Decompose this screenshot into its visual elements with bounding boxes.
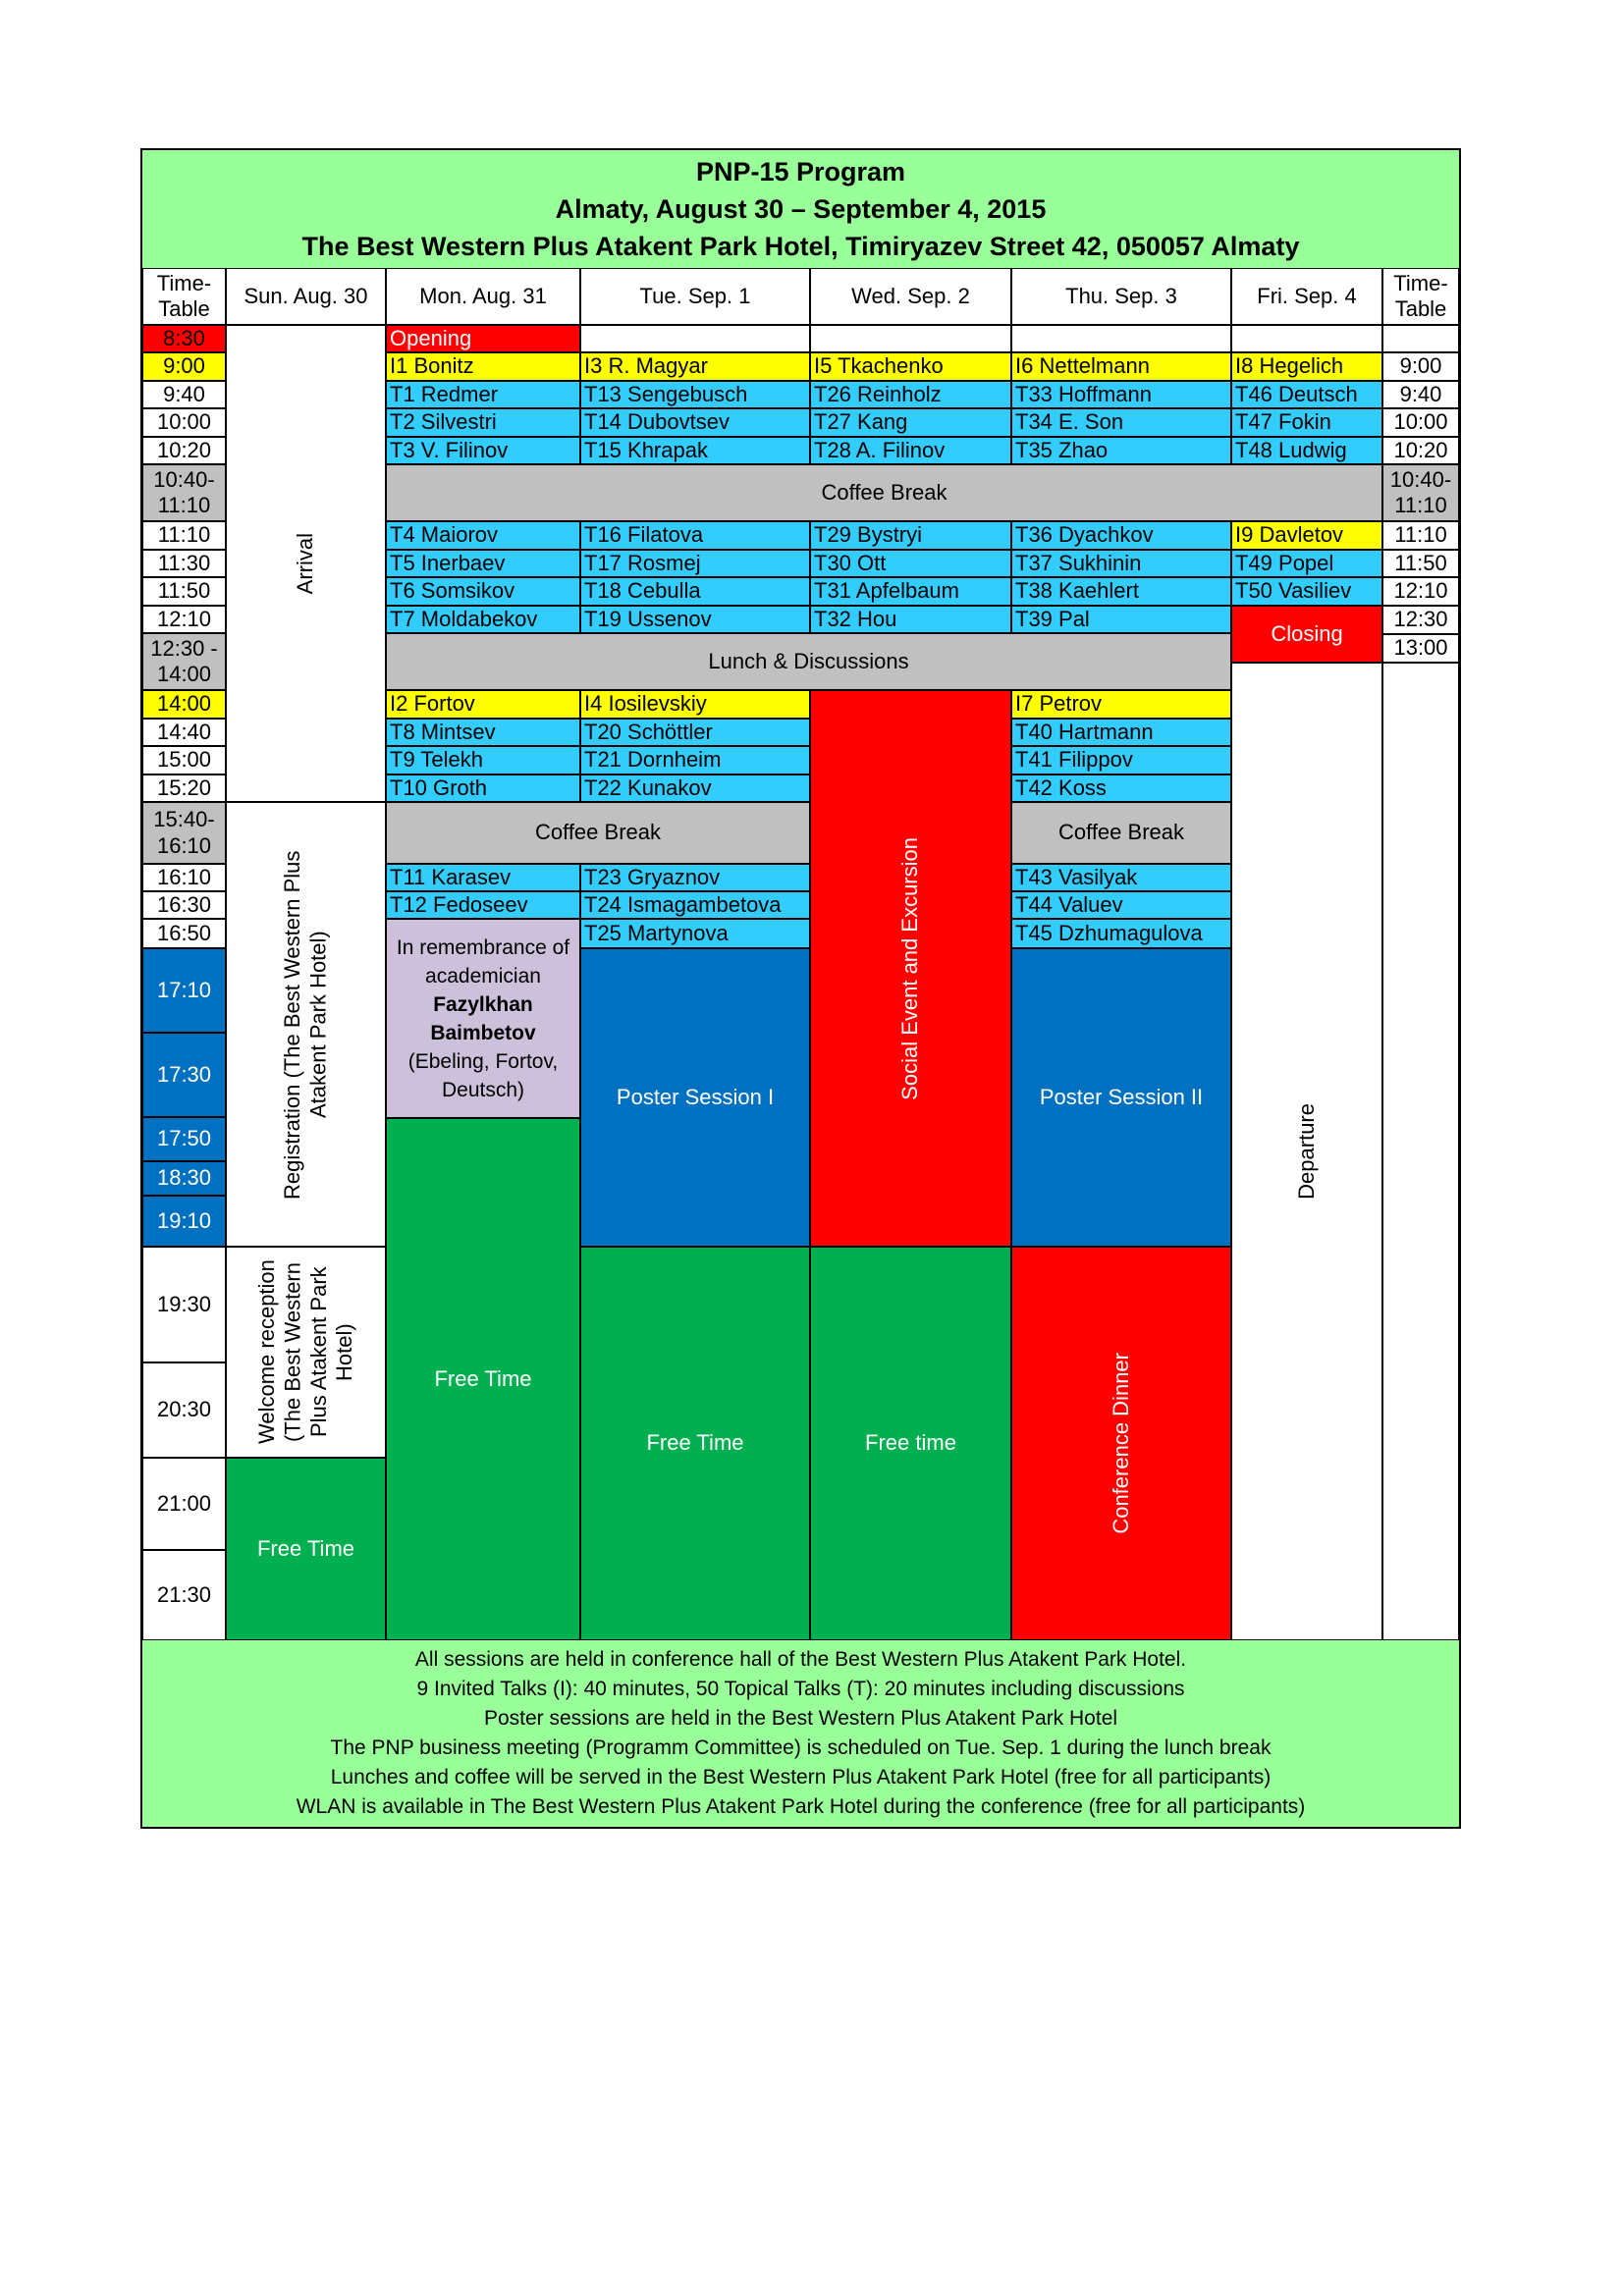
empty-slot (1011, 325, 1231, 352)
empty-slot (1382, 663, 1459, 1640)
talk-slot: I4 Iosilevskiy (580, 690, 810, 719)
program-dates: Almaty, August 30 – September 4, 2015 (555, 194, 1047, 224)
talk-slot: T7 Moldabekov (386, 606, 580, 633)
wednesday-free-time: Free time (810, 1247, 1011, 1640)
remembrance-intro: In remembrance of academician (396, 935, 570, 988)
talk-slot: T23 Gryaznov (580, 864, 810, 891)
thursday-poster-session: Poster Session II (1011, 948, 1231, 1247)
coffee-break-morning: Coffee Break (386, 464, 1382, 521)
time-slot-right: 12:30 (1382, 606, 1459, 634)
social-event-label: Social Event and Excursion (897, 836, 923, 1100)
time-slot: 17:50 (142, 1117, 226, 1161)
time-slot: 21:30 (142, 1550, 226, 1640)
coffee-break-thursday: Coffee Break (1011, 802, 1231, 864)
talk-slot: T14 Dubovtsev (580, 408, 810, 437)
talk-slot: I3 R. Magyar (580, 352, 810, 381)
friday-departure (1231, 663, 1382, 1640)
time-slot: 9:40 (142, 381, 226, 408)
col-header-fri: Fri. Sep. 4 (1231, 268, 1382, 325)
program-title: PNP-15 Program (695, 157, 906, 187)
talk-slot: T17 Rosmej (580, 550, 810, 577)
friday-closing: Closing (1231, 606, 1382, 663)
talk-slot: T12 Fedoseev (386, 891, 580, 919)
col-header-time-right: Time-Table (1382, 268, 1459, 325)
sunday-registration (226, 802, 386, 1247)
time-slot: 10:40-11:10 (142, 464, 226, 521)
talk-slot: I9 Davletov (1231, 521, 1382, 550)
talk-slot: T10 Groth (386, 774, 580, 802)
talk-slot: T1 Redmer (386, 381, 580, 408)
talk-slot: T13 Sengebusch (580, 381, 810, 408)
empty-slot (580, 325, 810, 352)
talk-slot: I2 Fortov (386, 690, 580, 719)
time-slot: 15:20 (142, 774, 226, 802)
conference-dinner-label: Conference Dinner (1108, 1353, 1133, 1534)
time-slot: 9:00 (142, 352, 226, 381)
departure-label: Departure (1293, 1103, 1319, 1200)
coffee-break-afternoon: Coffee Break (386, 802, 810, 864)
talk-slot: T50 Vasiliev (1231, 577, 1382, 606)
talk-slot: T38 Kaehlert (1011, 577, 1231, 606)
time-slot: 12:30 - 14:00 (142, 633, 226, 690)
talk-slot: T11 Karasev (386, 864, 580, 891)
time-slot: 19:10 (142, 1196, 226, 1247)
talk-slot: T5 Inerbaev (386, 550, 580, 577)
talk-slot: T41 Filippov (1011, 746, 1231, 774)
time-slot: 21:00 (142, 1458, 226, 1550)
note-line: The PNP business meeting (Programm Committee) is scheduled on Tue. Sep. 1 during the lunch break (330, 1736, 1272, 1759)
talk-slot: T39 Pal (1011, 606, 1231, 633)
talk-slot: T6 Somsikov (386, 577, 580, 606)
time-slot: 15:00 (142, 746, 226, 774)
note-line: All sessions are held in conference hall of the Best Western Plus Atakent Park Hotel. (414, 1648, 1187, 1671)
time-slot: 18:30 (142, 1161, 226, 1196)
time-slot: 11:10 (142, 521, 226, 550)
col-header-tue: Tue. Sep. 1 (580, 268, 810, 325)
time-slot: 11:30 (142, 550, 226, 577)
note-line: 9 Invited Talks (I): 40 minutes, 50 Topical Talks (T): 20 minutes including discussions (416, 1678, 1185, 1700)
talk-slot: I7 Petrov (1011, 690, 1231, 719)
col-header-sun: Sun. Aug. 30 (226, 268, 386, 325)
time-slot: 15:40-16:10 (142, 802, 226, 864)
sunday-welcome-reception (226, 1247, 386, 1458)
talk-slot: T43 Vasilyak (1011, 864, 1231, 891)
time-slot-right: 13:00 (1382, 634, 1459, 663)
time-slot: 12:10 (142, 606, 226, 633)
sunday-arrival (226, 325, 386, 802)
talk-slot: T37 Sukhinin (1011, 550, 1231, 577)
talk-slot: T33 Hoffmann (1011, 381, 1231, 408)
talk-slot: T40 Hartmann (1011, 719, 1231, 746)
program-notes (142, 1640, 1459, 1827)
time-slot: 10:00 (142, 408, 226, 437)
talk-slot: T49 Popel (1231, 550, 1382, 577)
talk-slot: T36 Dyachkov (1011, 521, 1231, 550)
talk-slot: T31 Apfelbaum (810, 577, 1011, 606)
sunday-registration-label: Registration (The Best Western Plus Atakent Park Hotel) (280, 849, 331, 1200)
talk-slot: T42 Koss (1011, 774, 1231, 802)
col-header-mon: Mon. Aug. 31 (386, 268, 580, 325)
talk-slot: T26 Reinholz (810, 381, 1011, 408)
talk-slot: T22 Kunakov (580, 774, 810, 802)
time-slot: 17:10 (142, 948, 226, 1033)
talk-slot: T47 Fokin (1231, 408, 1382, 437)
talk-slot: I1 Bonitz (386, 352, 580, 381)
time-slot: 19:30 (142, 1247, 226, 1362)
time-slot: 16:30 (142, 891, 226, 919)
note-line: WLAN is available in The Best Western Plus Atakent Park Hotel during the conference (free for all participants) (296, 1795, 1306, 1818)
lunch-break: Lunch & Discussions (386, 633, 1231, 690)
monday-free-time: Free Time (386, 1118, 580, 1640)
empty-slot (810, 325, 1011, 352)
time-slot-right: 10:40-11:10 (1382, 464, 1459, 521)
time-slot: 8:30 (142, 325, 226, 352)
time-slot: 16:50 (142, 919, 226, 948)
col-header-wed: Wed. Sep. 2 (810, 268, 1011, 325)
talk-slot: T3 V. Filinov (386, 437, 580, 464)
talk-slot: T32 Hou (810, 606, 1011, 633)
talk-slot: T21 Dornheim (580, 746, 810, 774)
empty-slot (1382, 325, 1459, 352)
talk-slot: I5 Tkachenko (810, 352, 1011, 381)
tuesday-poster-session: Poster Session I (580, 948, 810, 1247)
time-slot-right: 9:00 (1382, 352, 1459, 381)
talk-slot: I6 Nettelmann (1011, 352, 1231, 381)
talk-slot: I8 Hegelich (1231, 352, 1382, 381)
talk-slot: T24 Ismagambetova (580, 891, 810, 919)
talk-slot: T35 Zhao (1011, 437, 1231, 464)
time-slot: 11:50 (142, 577, 226, 606)
talk-slot: T8 Mintsev (386, 719, 580, 746)
talk-slot: T27 Kang (810, 408, 1011, 437)
talk-slot: T20 Schöttler (580, 719, 810, 746)
time-slot-right: 10:20 (1382, 437, 1459, 464)
talk-slot: T18 Cebulla (580, 577, 810, 606)
time-slot: 17:30 (142, 1033, 226, 1117)
wednesday-social-event (810, 690, 1011, 1247)
time-slot: 10:20 (142, 437, 226, 464)
note-line: Lunches and coffee will be served in the Best Western Plus Atakent Park Hotel (free for all participants) (330, 1766, 1272, 1789)
time-slot: 16:10 (142, 864, 226, 891)
thursday-conference-dinner (1011, 1247, 1231, 1640)
talk-slot: T4 Maiorov (386, 521, 580, 550)
time-slot-right: 9:40 (1382, 381, 1459, 408)
talk-slot: T15 Khrapak (580, 437, 810, 464)
col-header-thu: Thu. Sep. 3 (1011, 268, 1231, 325)
remembrance-speakers: (Ebeling, Fortov, Deutsch) (407, 1049, 559, 1101)
talk-slot: T46 Deutsch (1231, 381, 1382, 408)
talk-slot: T44 Valuev (1011, 891, 1231, 919)
talk-slot: T34 E. Son (1011, 408, 1231, 437)
talk-slot: T28 A. Filinov (810, 437, 1011, 464)
tuesday-free-time: Free Time (580, 1247, 810, 1640)
note-line: Poster sessions are held in the Best Western Plus Atakent Park Hotel (483, 1707, 1118, 1730)
talk-slot: T48 Ludwig (1231, 437, 1382, 464)
sunday-free-time: Free Time (226, 1458, 386, 1640)
talk-slot: T30 Ott (810, 550, 1011, 577)
sunday-arrival-label: Arrival (293, 532, 318, 595)
monday-remembrance (386, 919, 580, 1118)
program-header (142, 150, 1459, 268)
monday-opening: Opening (386, 325, 580, 352)
time-slot: 14:00 (142, 690, 226, 719)
talk-slot: T25 Martynova (580, 919, 810, 948)
talk-slot: T9 Telekh (386, 746, 580, 774)
time-slot: 14:40 (142, 719, 226, 746)
talk-slot: T2 Silvestri (386, 408, 580, 437)
talk-slot: T19 Ussenov (580, 606, 810, 633)
time-slot-right: 11:50 (1382, 550, 1459, 577)
time-slot: 20:30 (142, 1362, 226, 1458)
remembrance-name: Fazylkhan Baimbetov (430, 992, 536, 1044)
sunday-welcome-label: Welcome reception (The Best Western Plus Atakent Park Hotel) (253, 1259, 356, 1445)
talk-slot: T45 Dzhumagulova (1011, 919, 1231, 948)
talk-slot: T16 Filatova (580, 521, 810, 550)
program-venue: The Best Western Plus Atakent Park Hotel, Timiryazev Street 42, 050057 Almaty (301, 232, 1300, 261)
time-slot-right: 11:10 (1382, 521, 1459, 550)
empty-slot (1231, 325, 1382, 352)
time-slot-right: 12:10 (1382, 577, 1459, 606)
time-slot-right: 10:00 (1382, 408, 1459, 437)
talk-slot: T29 Bystryi (810, 521, 1011, 550)
col-header-time-left: Time-Table (142, 268, 226, 325)
